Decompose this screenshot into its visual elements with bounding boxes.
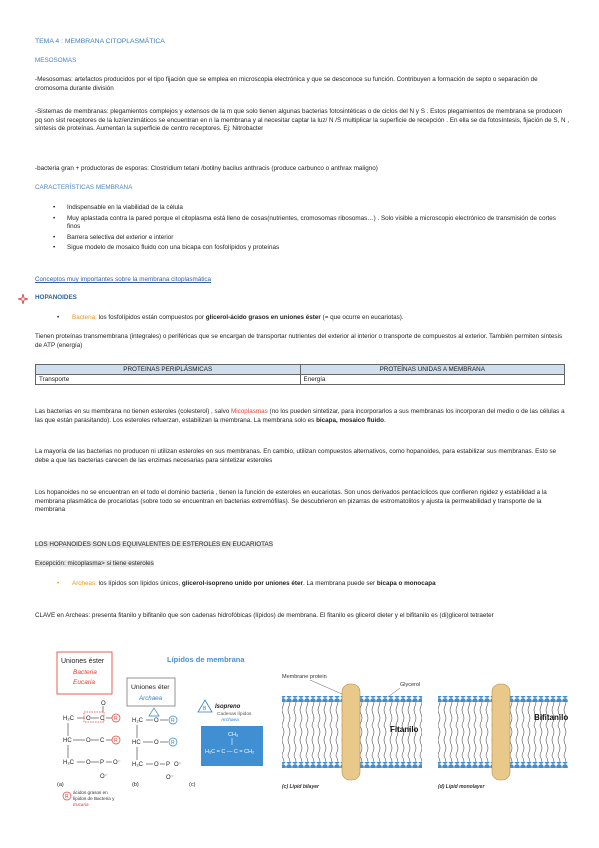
table-header: PROTEINAS PERIPLÁSMICAS xyxy=(36,365,301,375)
esporas-paragraph: -bacteria gran + productoras de esporas: Clostridium tetani /botilny bacilus anthracis (produce carbunco o anthrax maligno) xyxy=(35,165,378,172)
list-item: • Barrera selectiva del exterior e interior xyxy=(53,233,174,241)
fitanilo-label: Fitanilo xyxy=(390,725,419,734)
ester-sub-bacteria: Bacteria xyxy=(73,669,97,676)
svg-text:(b): (b) xyxy=(132,782,139,788)
list-item: • Sigue modelo de mosaico fluido con una bicapa con fosfolípidos y proteínas xyxy=(53,244,280,252)
legend-text: Eucaria xyxy=(73,802,89,807)
eter-title: Uniones éter xyxy=(131,684,170,691)
esteroles-paragraph: Las bacterias en su membrana no tienen esteroles (colesterol) , salvo Micoplasmas (no los pueden sintetizar, para incorporarlos a sus membranas los incorporan del medio o de las células a las que están parasitando). Los esteroles refuerzan, estabilizan la membrana. La membrana solo es bicapa, mosaico fluido. xyxy=(35,408,565,424)
table-cell: Energía xyxy=(300,375,565,385)
svg-text:O: O xyxy=(154,740,159,746)
svg-text:R: R xyxy=(114,716,118,722)
page-title: TEMA 4 : MEMBRANA CITOPLASMÁTICA xyxy=(35,38,165,45)
svg-text:H₂C: H₂C xyxy=(63,760,74,766)
monolayer-caption: (d) Lipid monolayer xyxy=(438,784,485,790)
svg-text:O: O xyxy=(154,718,159,724)
svg-text:R: R xyxy=(114,738,118,744)
eter-sub: Archaea xyxy=(139,695,163,702)
proteins-table xyxy=(35,364,565,385)
star-icon xyxy=(18,291,28,301)
hopanoides-bullet: • Bacteria: los fosfolípidos están compuestos por glicerol-ácido grasos en uniones éster (= que ocurre en eucariotas). xyxy=(57,314,404,321)
svg-text:Archaea: Archaea xyxy=(221,718,239,723)
lipid-monolayer-graphic xyxy=(438,684,568,780)
svg-text:(c): (c) xyxy=(189,782,196,788)
table-cell: Transporte xyxy=(36,375,301,385)
sistemas-membranas-paragraph: -Sistemas de membranas: plegamientos complejos y extensos de la m que solo tienen algunas bacterias fotosintéticas o de ciclos del N y S . Estos plegamientos de membrana se producen pq son sist receptores de la luz/enzimáticos se encuentran en n la membrana y al necesitar captar la luz/ N /S multiplicar la superficie de recepción . En ella se da fotosíntesis, fijación de S, N , síntesis de proteínas. Aumentan la superficie de centro receptores. Ej: Nitrobacter xyxy=(35,108,570,133)
svg-text:R: R xyxy=(171,718,175,724)
caracteristicas-list xyxy=(35,204,570,253)
membrane-protein-label: Membrane protein xyxy=(282,674,327,680)
svg-text:CH₃: CH₃ xyxy=(228,732,239,738)
svg-text:O⁻: O⁻ xyxy=(174,762,182,768)
svg-text:O: O xyxy=(86,738,91,744)
equivalentes-line: LOS HOPANOIDES SON LOS EQUIVALENTES DE ESTEROLES EN EUCARIOTAS xyxy=(35,541,273,548)
svg-text:HC: HC xyxy=(132,740,141,746)
ester-title: Uniones éster xyxy=(61,658,105,665)
legend-text: lípidos de Bacteria y xyxy=(73,796,115,801)
svg-text:P: P xyxy=(166,762,171,768)
figure-title: Lípidos de membrana xyxy=(167,655,245,664)
bifitanilo-label: Bifitanilo xyxy=(534,713,569,722)
hopanoides-dominio-paragraph: Los hopanoides no se encuentran en el todo el dominio bacteria , tienen la función de esteroles en eucariotas. Son unos derivados pentacíclicos que confieren rigidez y estabilidad a la membrana plasmática de procariotas (sobre todo se encuentran en bacterias extremófilas). Se descubrieron en pizarras de estromatolitos y ajusta la permeabilidad y transporte de la membrana xyxy=(35,489,547,514)
mesosomas-paragraph: -Mesosomas: artefactos producidos por el tipo fijación que se emplea en microscopia electrónica y que se desconoce su función. Contribuyen a formación de septo o separación de cromosoma durante división xyxy=(35,76,538,92)
conceptos-link[interactable]: Conceptos muy importantes sobre la membrana citoplasmática xyxy=(35,276,212,283)
glycerol-label: Glycerol xyxy=(400,682,421,688)
svg-text:C: C xyxy=(100,738,105,744)
svg-text:B: B xyxy=(203,706,207,712)
svg-text:R: R xyxy=(171,740,175,746)
list-item: • Muy aplastada contra la pared porque el citoplasma está lleno de cosas(nutrientes, cromosomas ribosomas…) . Solo visible a microscopio electrónico de transmisión de cortes finos xyxy=(53,214,556,231)
membrane-protein-shape xyxy=(492,684,510,780)
svg-text:HC: HC xyxy=(63,738,72,744)
svg-text:P: P xyxy=(100,760,105,766)
hopanoides-heading: HOPANOIDES xyxy=(35,294,77,301)
clave-paragraph: CLAVE en Archeas: presenta fitanilo y bifitanilo que son cadenas hidrofóbicas (lípidos) de membrana. El fitanilo es glicerol dieter y el bifitanilo es (di)glicerol tetraeter xyxy=(35,612,494,619)
svg-text:Cadenas lípidos: Cadenas lípidos xyxy=(217,712,252,717)
membrane-protein-shape xyxy=(342,684,360,780)
svg-text:H₂C: H₂C xyxy=(132,762,143,768)
svg-text:H₂C: H₂C xyxy=(132,718,143,724)
svg-text:O: O xyxy=(86,716,91,722)
svg-text:O⁻: O⁻ xyxy=(166,775,174,781)
svg-text:O⁻: O⁻ xyxy=(113,760,121,766)
transmembrana-paragraph: Tienen proteínas transmembrana (integrales) o periféricas que se encargan de transportar nutrientes del exterior al interior o transporte de compuestos al exterior. También permiten síntesis de ATP (energía) xyxy=(35,333,563,349)
caracteristicas-heading: CARACTERÍSTICAS MEMBRANA xyxy=(35,184,133,191)
list-item: • Indispensable en la viabilidad de la célula xyxy=(53,204,183,211)
svg-text:(a): (a) xyxy=(57,782,64,788)
svg-text:O⁻: O⁻ xyxy=(100,774,108,780)
bilayer-caption: (c) Lipid bilayer xyxy=(282,784,319,790)
ester-sub-eucaria: Eucaria xyxy=(73,679,96,686)
excepcion-line: Excepción: micoplasma> si tiene esteroles xyxy=(35,560,154,567)
svg-text:O: O xyxy=(101,701,106,707)
mayoria-paragraph: La mayoría de las bacterias no producen ni utilizan esteroles en sus membranas. En cambio, utilizan compuestos alternativos, como hopanoides, para estabilizar sus membranas. Esto se debe a que las bacterias carecen de las enzimas necesarias para sintetizar esteroles xyxy=(35,448,557,464)
legend-text: ácidos grasos en xyxy=(73,790,108,795)
svg-text:C: C xyxy=(100,716,105,722)
isopreno-label: Isopreno xyxy=(215,704,241,710)
svg-text:H₂C = C — C = CH₂: H₂C = C — C = CH₂ xyxy=(205,749,255,755)
table-header: PROTEÍNAS UNIDAS A MEMBRANA xyxy=(300,365,565,375)
membrane-figure xyxy=(280,668,580,813)
svg-text:H₂C: H₂C xyxy=(63,716,74,722)
svg-text:O: O xyxy=(86,760,91,766)
svg-text:R: R xyxy=(65,794,69,800)
archeas-bullet: • Archeas: los lípidos son lípidos únicos, glicerol-isopreno unido por uniones éter. La membrana puede ser bicapa o monocapa xyxy=(57,580,436,587)
svg-text:O: O xyxy=(154,762,159,768)
mesosomas-heading: MESOSOMAS xyxy=(35,57,77,64)
lipid-chemistry-figure xyxy=(55,648,270,808)
